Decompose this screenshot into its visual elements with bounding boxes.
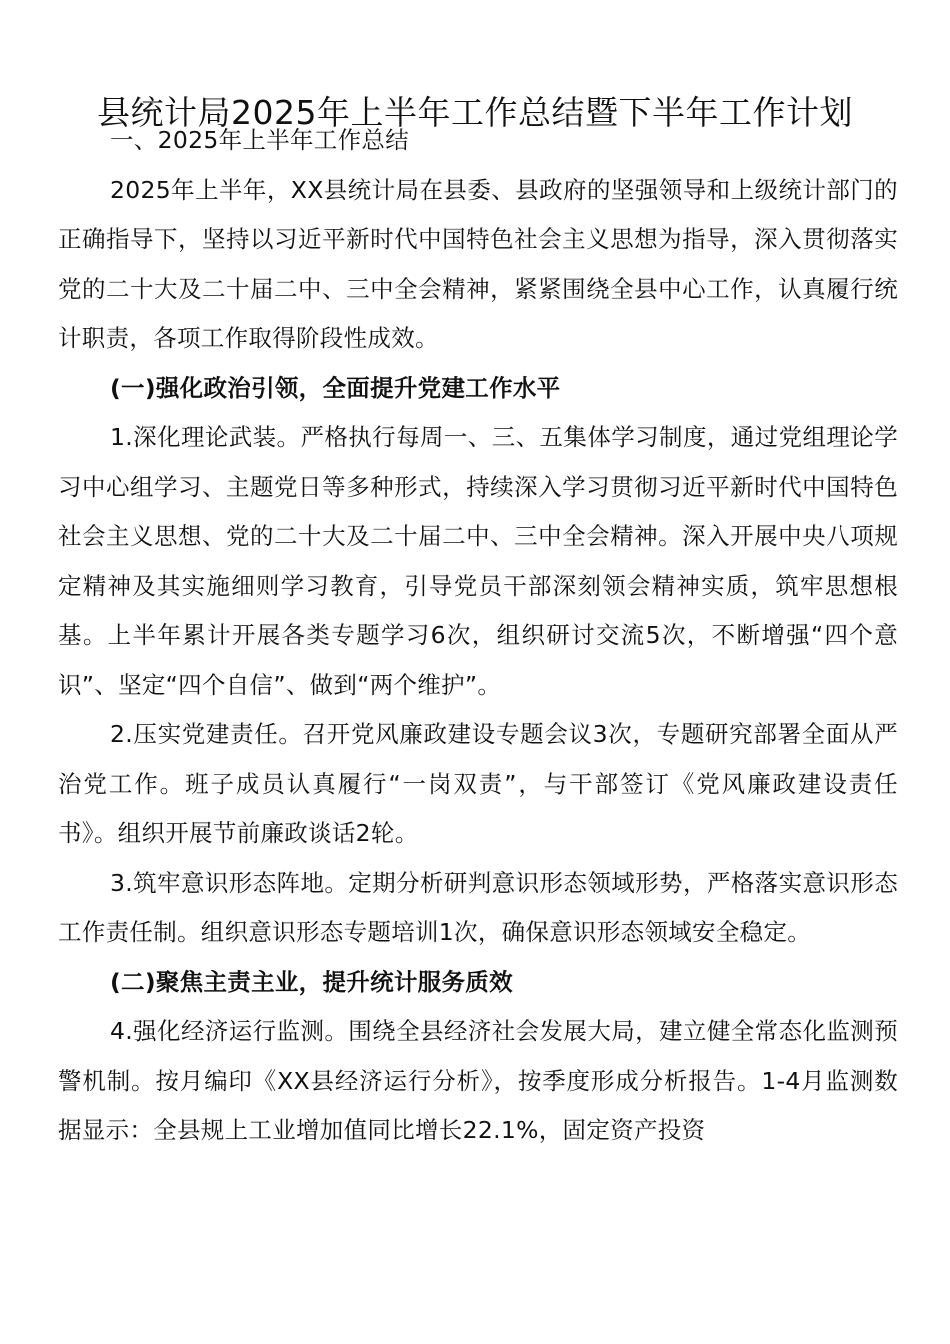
- body-paragraph-4: 4.强化经济运行监测。围绕全县经济社会发展大局，建立健全常态化监测预警机制。按月编印《XX县经济运行分析》，按季度形成分析报告。1-4月监测数据显示：全县规上工业增加值同比增长22.1%，固定资产投资: [58, 1017, 898, 1144]
- subsection-heading-1: (一)强化政治引领，全面提升党建工作水平: [110, 373, 561, 402]
- subsection-heading-2: (二)聚焦主责主业，提升统计服务质效: [110, 967, 513, 996]
- body-paragraph-3: 3.筑牢意识形态阵地。定期分析研判意识形态领域形势，严格落实意识形态工作责任制。组织意识形态专题培训1次，确保意识形态领域安全稳定。: [58, 868, 898, 946]
- document-title: 县统计局2025年上半年工作总结暨下半年工作计划: [97, 93, 853, 133]
- body-paragraph-1: 1.深化理论武装。严格执行每周一、三、五集体学习制度，通过党组理论学习中心组学习、主题党日等多种形式，持续深入学习贯彻习近平新时代中国特色社会主义思想、党的二十大及二十届二中、三中全会精神。深入开展中央八项规定精神及其实施细则学习教育，引导党员干部深刻领会精神实质，筑牢思想根基。上半年累计开展各类专题学习6次，组织研讨交流5次，不断增强“四个意识”、坚定“四个自信”、做到“两个维护”。: [58, 423, 898, 699]
- document-body: [58, 116, 898, 1156]
- body-paragraph-2: 2.压实党建责任。召开党风廉政建设专题会议3次，专题研究部署全面从严治党工作。班子成员认真履行“一岗双责”，与干部签订《党风廉政建设责任书》。组织开展节前廉政谈话2轮。: [58, 720, 898, 847]
- intro-paragraph: 2025年上半年，XX县统计局在县委、县政府的坚强领导和上级统计部门的正确指导下，坚持以习近平新时代中国特色社会主义思想为指导，深入贯彻落实党的二十大及二十届二中、三中全会精神，紧紧围绕全县中心工作，认真履行统计职责，各项工作取得阶段性成效。: [58, 175, 898, 352]
- section-heading-part-one: 一、2025年上半年工作总结: [110, 126, 410, 154]
